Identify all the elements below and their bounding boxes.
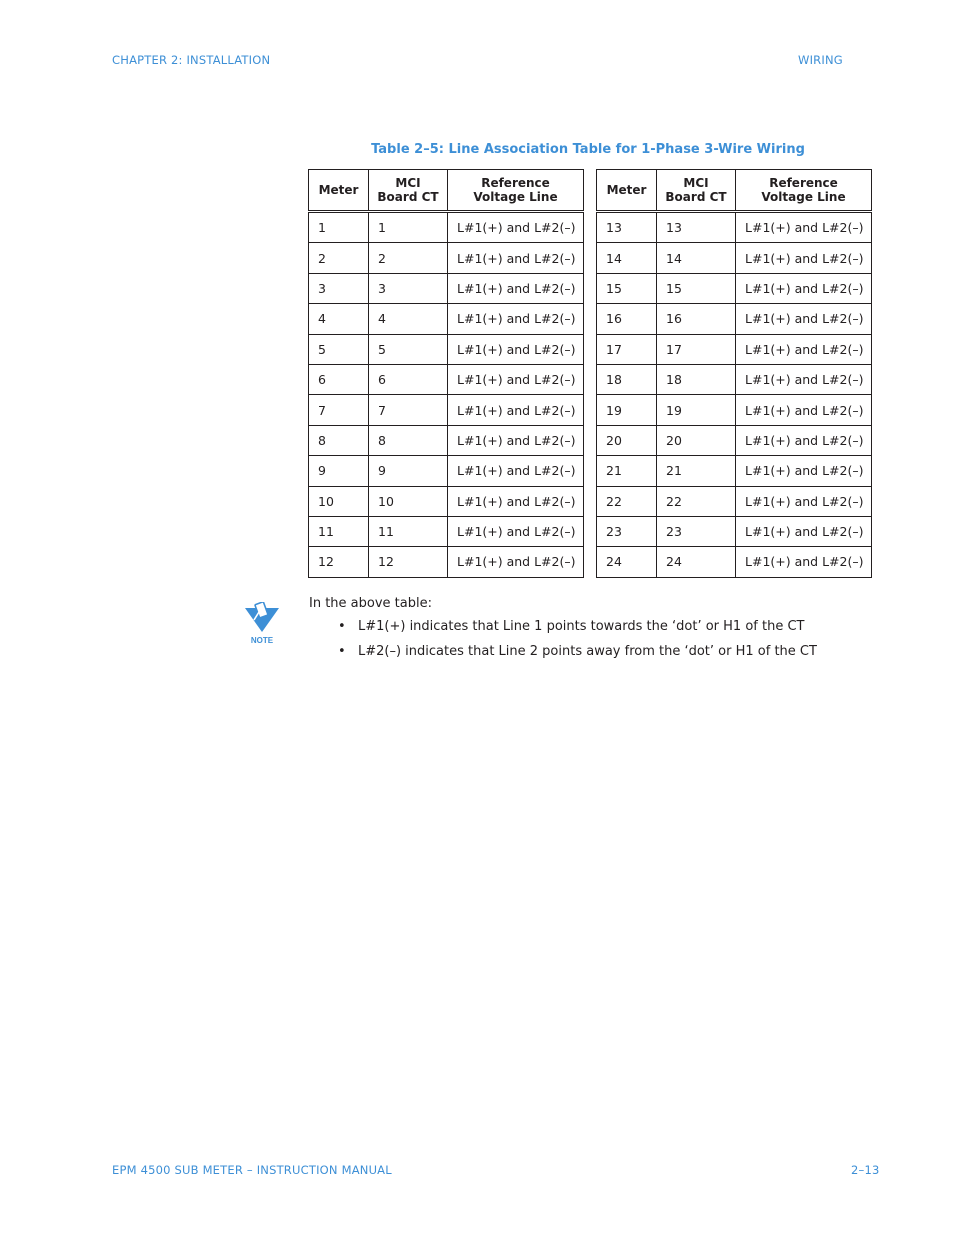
- note-pen-icon: [243, 602, 281, 646]
- cell-meter: 11: [309, 516, 369, 546]
- cell-meter: 20: [597, 425, 657, 455]
- cell-mci-board-ct: 2: [369, 243, 448, 273]
- cell-mci-board-ct: 9: [369, 456, 448, 486]
- cell-mci-board-ct: 22: [657, 486, 736, 516]
- table-row: [597, 212, 872, 243]
- running-header-chapter: CHAPTER 2: INSTALLATION: [112, 53, 271, 67]
- table-header-row: [597, 170, 872, 212]
- cell-reference-voltage-line: L#1(+) and L#2(–): [736, 212, 872, 243]
- table-row: [597, 516, 872, 546]
- column-header-reference-voltage-line-text: Reference Voltage Line: [473, 176, 558, 204]
- cell-reference-voltage-line: L#1(+) and L#2(–): [448, 395, 584, 425]
- cell-mci-board-ct: 21: [657, 456, 736, 486]
- table-row: [597, 364, 872, 394]
- running-header-section: WIRING: [798, 53, 843, 67]
- cell-meter: 1: [309, 212, 369, 243]
- cell-meter: 13: [597, 212, 657, 243]
- table-row: [309, 243, 584, 273]
- cell-meter: 14: [597, 243, 657, 273]
- table-row: [309, 516, 584, 546]
- cell-reference-voltage-line: L#1(+) and L#2(–): [448, 486, 584, 516]
- cell-reference-voltage-line: L#1(+) and L#2(–): [448, 456, 584, 486]
- note-icon-label: NOTE: [250, 636, 274, 645]
- cell-meter: 9: [309, 456, 369, 486]
- table-row: [309, 425, 584, 455]
- cell-meter: 10: [309, 486, 369, 516]
- cell-reference-voltage-line: L#1(+) and L#2(–): [448, 516, 584, 546]
- column-header-meter: Meter: [597, 170, 657, 212]
- cell-meter: 19: [597, 395, 657, 425]
- table-row: [309, 395, 584, 425]
- cell-meter: 5: [309, 334, 369, 364]
- note-bullet-item: • L#2(–) indicates that Line 2 points away from the ‘dot’ or H1 of the CT: [338, 642, 817, 667]
- cell-meter: 3: [309, 273, 369, 303]
- cell-reference-voltage-line: L#1(+) and L#2(–): [448, 243, 584, 273]
- column-header-reference-voltage-line: [448, 170, 584, 212]
- cell-reference-voltage-line: L#1(+) and L#2(–): [736, 456, 872, 486]
- table-row: [309, 304, 584, 334]
- cell-meter: 18: [597, 364, 657, 394]
- table-row: [309, 486, 584, 516]
- note-bullet-list: [338, 617, 817, 667]
- note-bullet-item: • L#1(+) indicates that Line 1 points towards the ‘dot’ or H1 of the CT: [338, 617, 817, 642]
- running-footer-manual-title: EPM 4500 SUB METER – INSTRUCTION MANUAL: [112, 1163, 392, 1177]
- cell-meter: 15: [597, 273, 657, 303]
- cell-mci-board-ct: 3: [369, 273, 448, 303]
- cell-mci-board-ct: 24: [657, 547, 736, 577]
- column-header-reference-voltage-line-text: Reference Voltage Line: [761, 176, 846, 204]
- cell-mci-board-ct: 10: [369, 486, 448, 516]
- cell-mci-board-ct: 23: [657, 516, 736, 546]
- table-row: [597, 395, 872, 425]
- cell-mci-board-ct: 14: [657, 243, 736, 273]
- cell-mci-board-ct: 4: [369, 304, 448, 334]
- column-header-mci-board-ct: [657, 170, 736, 212]
- cell-mci-board-ct: 6: [369, 364, 448, 394]
- cell-reference-voltage-line: L#1(+) and L#2(–): [736, 243, 872, 273]
- cell-reference-voltage-line: L#1(+) and L#2(–): [736, 516, 872, 546]
- cell-meter: 24: [597, 547, 657, 577]
- cell-meter: 22: [597, 486, 657, 516]
- table-row: [597, 243, 872, 273]
- note-intro-text: In the above table:: [309, 596, 432, 611]
- cell-mci-board-ct: 5: [369, 334, 448, 364]
- table-row: [597, 425, 872, 455]
- table-body-right: [597, 212, 872, 578]
- cell-meter: 23: [597, 516, 657, 546]
- cell-mci-board-ct: 20: [657, 425, 736, 455]
- cell-meter: 21: [597, 456, 657, 486]
- cell-mci-board-ct: 17: [657, 334, 736, 364]
- table-row: [597, 304, 872, 334]
- table-row: [597, 547, 872, 577]
- cell-meter: 2: [309, 243, 369, 273]
- column-header-mci-board-ct: [369, 170, 448, 212]
- cell-reference-voltage-line: L#1(+) and L#2(–): [736, 364, 872, 394]
- cell-mci-board-ct: 1: [369, 212, 448, 243]
- cell-mci-board-ct: 12: [369, 547, 448, 577]
- column-header-meter: Meter: [309, 170, 369, 212]
- table-row: [597, 273, 872, 303]
- table-row: [597, 456, 872, 486]
- table-body-left: [309, 212, 584, 578]
- cell-mci-board-ct: 7: [369, 395, 448, 425]
- table-row: [309, 212, 584, 243]
- cell-reference-voltage-line: L#1(+) and L#2(–): [736, 273, 872, 303]
- cell-reference-voltage-line: L#1(+) and L#2(–): [736, 486, 872, 516]
- column-header-mci-board-ct-text: MCI Board CT: [377, 176, 439, 204]
- cell-mci-board-ct: 15: [657, 273, 736, 303]
- table-row: [597, 334, 872, 364]
- cell-reference-voltage-line: L#1(+) and L#2(–): [448, 304, 584, 334]
- line-association-table-right: [596, 169, 872, 578]
- column-header-reference-voltage-line: [736, 170, 872, 212]
- line-association-table-left: [308, 169, 584, 578]
- cell-mci-board-ct: 13: [657, 212, 736, 243]
- cell-reference-voltage-line: L#1(+) and L#2(–): [448, 334, 584, 364]
- table-row: [597, 486, 872, 516]
- cell-meter: 17: [597, 334, 657, 364]
- cell-reference-voltage-line: L#1(+) and L#2(–): [448, 425, 584, 455]
- table-row: [309, 273, 584, 303]
- cell-mci-board-ct: 11: [369, 516, 448, 546]
- table-row: [309, 547, 584, 577]
- cell-reference-voltage-line: L#1(+) and L#2(–): [448, 273, 584, 303]
- cell-meter: 4: [309, 304, 369, 334]
- page-number: 2–13: [851, 1163, 880, 1177]
- cell-meter: 12: [309, 547, 369, 577]
- cell-meter: 16: [597, 304, 657, 334]
- cell-mci-board-ct: 16: [657, 304, 736, 334]
- cell-mci-board-ct: 19: [657, 395, 736, 425]
- cell-mci-board-ct: 8: [369, 425, 448, 455]
- table-row: [309, 334, 584, 364]
- cell-reference-voltage-line: L#1(+) and L#2(–): [448, 212, 584, 243]
- cell-reference-voltage-line: L#1(+) and L#2(–): [736, 334, 872, 364]
- table-row: [309, 364, 584, 394]
- cell-mci-board-ct: 18: [657, 364, 736, 394]
- cell-reference-voltage-line: L#1(+) and L#2(–): [736, 395, 872, 425]
- table-header-row: [309, 170, 584, 212]
- cell-reference-voltage-line: L#1(+) and L#2(–): [736, 304, 872, 334]
- cell-reference-voltage-line: L#1(+) and L#2(–): [736, 425, 872, 455]
- cell-meter: 8: [309, 425, 369, 455]
- cell-meter: 7: [309, 395, 369, 425]
- cell-reference-voltage-line: L#1(+) and L#2(–): [736, 547, 872, 577]
- column-header-mci-board-ct-text: MCI Board CT: [665, 176, 727, 204]
- cell-reference-voltage-line: L#1(+) and L#2(–): [448, 547, 584, 577]
- cell-reference-voltage-line: L#1(+) and L#2(–): [448, 364, 584, 394]
- table-caption: Table 2–5: Line Association Table for 1-Phase 3-Wire Wiring: [371, 142, 805, 157]
- cell-meter: 6: [309, 364, 369, 394]
- table-row: [309, 456, 584, 486]
